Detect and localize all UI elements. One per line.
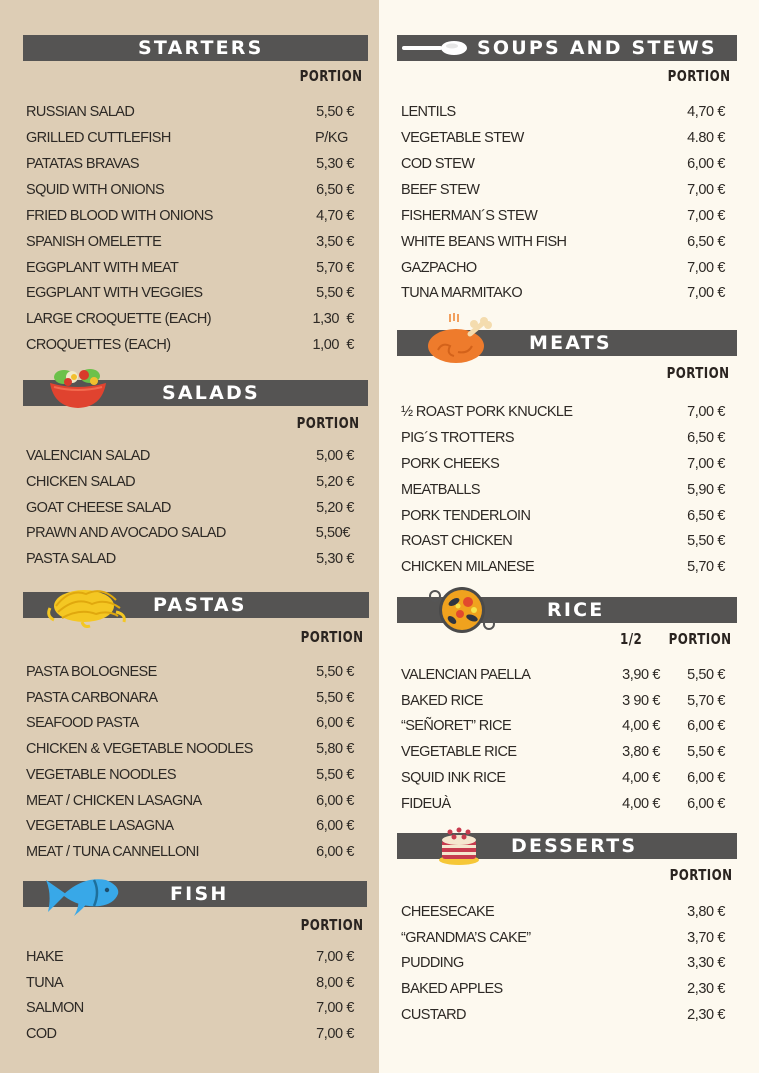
menu-item-price: 4,70 €	[687, 104, 725, 120]
menu-item-price: 5,50 €	[687, 667, 725, 683]
menu-item-half-price: 4,00 €	[622, 718, 660, 734]
portion-column-header: PORTION	[670, 866, 733, 884]
menu-item-name: CROQUETTES (EACH)	[26, 337, 171, 353]
menu-item-name: SQUID WITH ONIONS	[26, 182, 165, 198]
menu-item-name: GRILLED CUTTLEFISH	[26, 130, 171, 146]
menu-item-name: VEGETABLE NOODLES	[26, 767, 176, 783]
menu-item-price: 3,70 €	[687, 930, 725, 946]
menu-item-name: TUNA	[26, 975, 64, 991]
menu-item-name: LARGE CROQUETTE (EACH)	[26, 311, 211, 327]
menu-item-price: 6,00 €	[316, 793, 354, 809]
menu-item-price: 7,00 €	[687, 456, 725, 472]
menu-item-name: CHICKEN & VEGETABLE NOODLES	[26, 741, 253, 757]
menu-item-name: RUSSIAN SALAD	[26, 104, 135, 120]
roast-chicken-icon	[424, 310, 496, 364]
menu-item-name: WHITE BEANS WITH FISH	[401, 234, 567, 250]
menu-item-name: ½ ROAST PORK KNUCKLE	[401, 404, 573, 420]
menu-item-price: 5,80 €	[316, 741, 354, 757]
menu-item-name: COD	[26, 1026, 57, 1042]
menu-item-name: HAKE	[26, 949, 64, 965]
menu-item-name: “SEÑORET” RICE	[401, 718, 512, 734]
fish-icon	[44, 874, 120, 916]
menu-item-half-price: 4,00 €	[622, 770, 660, 786]
menu-item-name: PIG´S TROTTERS	[401, 430, 514, 446]
section-title: STARTERS	[138, 37, 264, 59]
menu-item-name: BAKED RICE	[401, 693, 483, 709]
menu-item-price: 7,00 €	[687, 260, 725, 276]
menu-item-name: “GRANDMA’S CAKE”	[401, 930, 531, 946]
portion-column-header: PORTION	[301, 916, 364, 934]
menu-item-price: 6,00 €	[316, 844, 354, 860]
menu-item-half-price: 3,90 €	[622, 667, 660, 683]
menu-item-price: 5,20 €	[316, 500, 354, 516]
menu-item-name: EGGPLANT WITH MEAT	[26, 260, 179, 276]
menu-item-price: 6,50 €	[687, 430, 725, 446]
menu-item-name: PRAWN AND AVOCADO SALAD	[26, 525, 226, 541]
menu-item-price: 1,00 €	[312, 337, 354, 353]
menu-item-price: 5,20 €	[316, 474, 354, 490]
portion-column-header: PORTION	[668, 67, 731, 85]
menu-item-name: SQUID INK RICE	[401, 770, 506, 786]
menu-item-price: 6,00 €	[687, 718, 725, 734]
menu-item-price: 5,50€	[315, 525, 350, 541]
menu-item-price: 2,30 €	[687, 981, 725, 997]
menu-item-price: 5,70 €	[687, 693, 725, 709]
menu-item-name: VEGETABLE STEW	[401, 130, 524, 146]
menu-item-price: 5,50 €	[316, 767, 354, 783]
section-header-bar	[23, 35, 368, 61]
menu-item-price: 6,50 €	[687, 234, 725, 250]
section-title: PASTAS	[153, 594, 247, 616]
menu-item-half-price: 3,80 €	[622, 744, 660, 760]
spoon-icon	[400, 39, 470, 57]
menu-item-name: ROAST CHICKEN	[401, 533, 513, 549]
menu-item-price: 5,50 €	[316, 285, 354, 301]
menu-item-name: EGGPLANT WITH VEGGIES	[26, 285, 203, 301]
menu-item-price: P/KG	[314, 130, 348, 146]
menu-item-name: PORK CHEEKS	[401, 456, 500, 472]
menu-item-price: 6,00 €	[316, 715, 354, 731]
menu-item-price: 3,50 €	[316, 234, 354, 250]
menu-item-price: 2,30 €	[687, 1007, 725, 1023]
menu-item-price: 5,50 €	[316, 664, 354, 680]
portion-column-header: PORTION	[301, 628, 364, 646]
menu-item-price: 6,50 €	[316, 182, 354, 198]
menu-item-name: GOAT CHEESE SALAD	[26, 500, 171, 516]
menu-item-price: 4,70 €	[316, 208, 354, 224]
section-title: RICE	[547, 599, 605, 621]
menu-item-price: 5,70 €	[687, 559, 725, 575]
menu-item-half-price: 3 90 €	[622, 693, 660, 709]
menu-item-price: 5,50 €	[687, 744, 725, 760]
menu-item-price: 5,50 €	[687, 533, 725, 549]
menu-item-name: PORK TENDERLOIN	[401, 508, 531, 524]
portion-column-header: PORTION	[669, 630, 732, 648]
section-title: MEATS	[529, 332, 612, 354]
section-title: DESSERTS	[511, 835, 638, 857]
menu-item-price: 6,00 €	[687, 796, 725, 812]
menu-item-name: CUSTARD	[401, 1007, 466, 1023]
menu-item-name: PASTA BOLOGNESE	[26, 664, 157, 680]
menu-item-price: 5,30 €	[316, 156, 354, 172]
menu-item-price: 3,80 €	[687, 904, 725, 920]
menu-item-name: MEATBALLS	[401, 482, 480, 498]
menu-item-half-price: 4,00 €	[622, 796, 660, 812]
menu-item-name: FIDEUÀ	[401, 796, 451, 812]
menu-item-name: MEAT / TUNA CANNELLONI	[26, 844, 199, 860]
menu-item-price: 7,00 €	[687, 404, 725, 420]
menu-item-name: PASTA SALAD	[26, 551, 116, 567]
menu-item-price: 6,00 €	[687, 770, 725, 786]
menu-item-name: PATATAS BRAVAS	[26, 156, 139, 172]
menu-item-price: 4.80 €	[687, 130, 725, 146]
menu-item-name: SPANISH OMELETTE	[26, 234, 162, 250]
pasta-icon	[46, 582, 128, 628]
menu-item-name: TUNA MARMITAKO	[401, 285, 523, 301]
menu-item-name: VALENCIAN PAELLA	[401, 667, 531, 683]
portion-column-header: PORTION	[300, 67, 363, 85]
menu-item-price: 7,00 €	[316, 1000, 354, 1016]
menu-item-price: 8,00 €	[316, 975, 354, 991]
menu-item-price: 7,00 €	[316, 1026, 354, 1042]
menu-item-name: PUDDING	[401, 955, 464, 971]
menu-item-price: 5,90 €	[687, 482, 725, 498]
section-title: SOUPS AND STEWS	[477, 37, 717, 59]
menu-item-name: VEGETABLE LASAGNA	[26, 818, 174, 834]
menu-item-name: VALENCIAN SALAD	[26, 448, 150, 464]
menu-item-name: SALMON	[26, 1000, 84, 1016]
menu-item-price: 5,50 €	[316, 104, 354, 120]
menu-item-name: VEGETABLE RICE	[401, 744, 517, 760]
menu-item-price: 7,00 €	[687, 285, 725, 301]
portion-column-header: PORTION	[297, 414, 360, 432]
half-portion-column-header: 1/2	[619, 630, 642, 648]
menu-item-price: 7,00 €	[687, 208, 725, 224]
menu-item-name: COD STEW	[401, 156, 475, 172]
menu-item-price: 7,00 €	[687, 182, 725, 198]
menu-item-price: 1,30 €	[312, 311, 354, 327]
salad-bowl-icon	[44, 367, 112, 409]
menu-item-name: PASTA CARBONARA	[26, 690, 158, 706]
menu-item-name: SEAFOOD PASTA	[26, 715, 139, 731]
paella-pan-icon	[428, 584, 496, 636]
menu-item-price: 5,00 €	[316, 448, 354, 464]
menu-item-price: 6,00 €	[687, 156, 725, 172]
menu-item-name: BEEF STEW	[401, 182, 480, 198]
cake-icon	[438, 826, 482, 866]
menu-item-name: MEAT / CHICKEN LASAGNA	[26, 793, 202, 809]
menu-item-name: GAZPACHO	[401, 260, 477, 276]
menu-item-name: LENTILS	[401, 104, 456, 120]
menu-item-name: CHEESECAKE	[401, 904, 495, 920]
menu-item-name: FRIED BLOOD WITH ONIONS	[26, 208, 213, 224]
menu-item-name: FISHERMAN´S STEW	[401, 208, 538, 224]
menu-item-name: CHICKEN MILANESE	[401, 559, 535, 575]
menu-item-name: CHICKEN SALAD	[26, 474, 136, 490]
menu-item-price: 5,50 €	[316, 690, 354, 706]
menu-item-price: 5,30 €	[316, 551, 354, 567]
menu-item-price: 7,00 €	[316, 949, 354, 965]
section-title: SALADS	[162, 382, 260, 404]
menu-item-price: 3,30 €	[687, 955, 725, 971]
menu-item-price: 6,00 €	[316, 818, 354, 834]
menu-item-price: 6,50 €	[687, 508, 725, 524]
menu-item-name: BAKED APPLES	[401, 981, 503, 997]
menu-item-price: 5,70 €	[316, 260, 354, 276]
section-title: FISH	[170, 883, 229, 905]
portion-column-header: PORTION	[667, 364, 730, 382]
